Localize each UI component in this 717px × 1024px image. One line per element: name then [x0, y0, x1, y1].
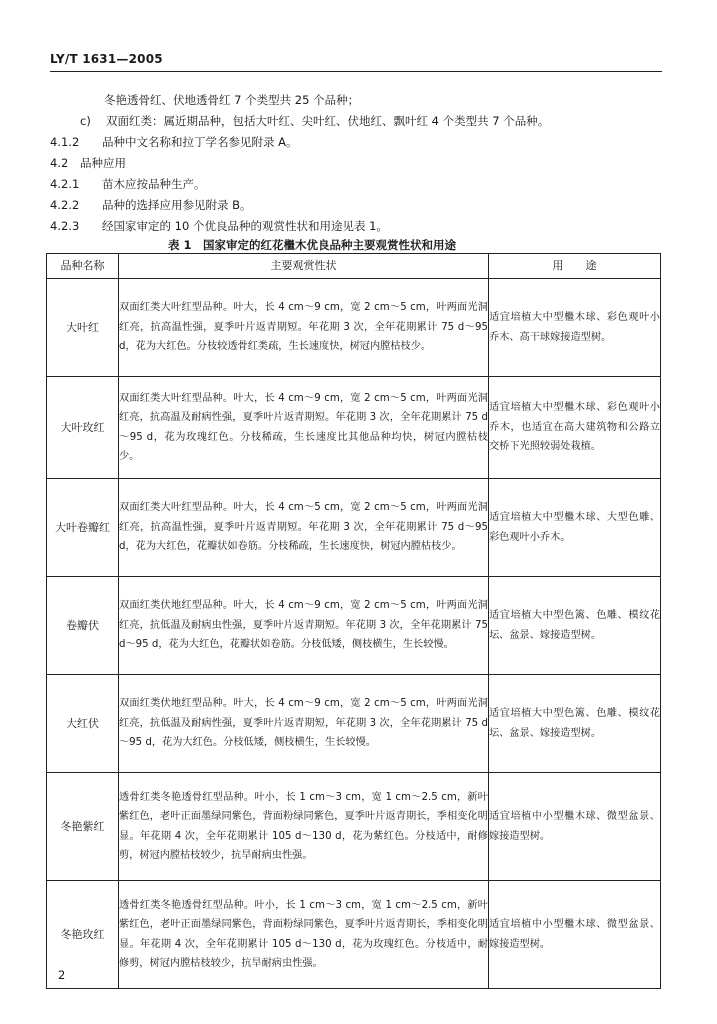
variety-traits: 双面红类大叶红型品种。叶大，长 4 cm～9 cm，宽 2 cm～5 cm，叶两面光洞红亮，抗高温性强，夏季叶片返青期短。年花期 3 次，全年花期累计 75 d～95 d，花为大红色。分枝较透骨红类疏，生长速度快，树冠内膛枯枝少。: [119, 279, 489, 377]
table-header-row: [47, 254, 661, 279]
variety-traits: 双面红类大叶红型品种。叶大，长 4 cm～5 cm，宽 2 cm～5 cm，叶两面光洞红亮，抗高温性强，夏季叶片返青期短。年花期 3 次，全年花期累计 75 d～95 d，花为大红色，花瓣状如卷筋。分枝稀疏，生长速度快，树冠内膛枯枝少。: [119, 479, 489, 577]
variety-usage: 适宜培植中小型檵木球、微型盆景、嫁接造型树。: [489, 881, 661, 989]
variety-usage: 适宜培植中小型檵木球、微型盆景、嫁接造型树。: [489, 773, 661, 881]
variety-traits: 双面红类大叶红型品种。叶大，长 4 cm～9 cm，宽 2 cm～5 cm，叶两面光洞红亮，抗高温及耐病性强，夏季叶片返青期短。年花期 3 次，全年花期累计 75 d～95 d，花为玫瑰红色。分枝稀疏，生长速度比其他品种均快，树冠内膛枯枝少。: [119, 377, 489, 479]
table-row: [47, 773, 661, 881]
variety-name: 卷瓣伏: [47, 577, 119, 675]
body-line-6: 4.2.2 品种的选择应用参见附录 B。: [50, 198, 252, 212]
standard-number: LY/T 1631—2005: [50, 52, 163, 66]
body-line-3: 4.1.2 品种中文名称和拉丁学名参见附录 A。: [50, 135, 298, 149]
variety-name: 冬艳玫红: [47, 881, 119, 989]
variety-name: 大叶红: [47, 279, 119, 377]
table-row: [47, 479, 661, 577]
variety-usage: 适宜培植大中型色篱、色雕、模纹花坛、盆景、嫁接造型树。: [489, 675, 661, 773]
header-rule: [50, 71, 662, 72]
header-usage: 用 途: [489, 254, 661, 279]
table-caption: 表 1 国家审定的红花檵木优良品种主要观赏性状和用途: [168, 238, 457, 252]
variety-traits: 透骨红类冬艳透骨红型品种。叶小，长 1 cm～3 cm，宽 1 cm～2.5 cm，新叶紫红色，老叶正面墨绿同紫色，背面粉绿同紫色，夏季叶片返青期长，季相变化明显。年花期 4 次，全年花期累计 105 d～130 d，花为紫红色。分枝适中，耐修剪，树冠内膛枯枝较少，抗旱耐病虫性强。: [119, 773, 489, 881]
table-row: [47, 577, 661, 675]
variety-name: 大红伏: [47, 675, 119, 773]
table-row: [47, 279, 661, 377]
variety-usage: 适宜培植大中型色篱、色雕、模纹花坛、盆景、嫁接造型树。: [489, 577, 661, 675]
page-number: 2: [58, 968, 66, 982]
table-row: [47, 377, 661, 479]
variety-usage: 适宜培植大中型檵木球、大型色雕、彩色观叶小乔木。: [489, 479, 661, 577]
header-main-traits: 主要观赏性状: [119, 254, 489, 279]
header-variety-name: 品种名称: [47, 254, 119, 279]
table-row: [47, 675, 661, 773]
body-line-2: c) 双面红类：属近期品种，包括大叶红、尖叶红、伏地红、飘叶红 4 个类型共 7 个品种。: [80, 114, 550, 128]
variety-usage: 适宜培植大中型檵木球、彩色观叶小乔木，也适宜在高大建筑物和公路立交桥下光照较弱处栽植。: [489, 377, 661, 479]
varieties-table: [46, 253, 661, 989]
variety-traits: 透骨红类冬艳透骨红型品种。叶小，长 1 cm～3 cm，宽 1 cm～2.5 cm，新叶紫红色，老叶正面墨绿同紫色，背面粉绿同紫色，夏季叶片返青期长，季相变化明显。年花期 4 次，全年花期累计 105 d～130 d，花为玫瑰红色。分枝适中，耐修剪，树冠内膛枯枝较少，抗旱耐病虫性强。: [119, 881, 489, 989]
body-line-5: 4.2.1 苗木应按品种生产。: [50, 177, 206, 191]
variety-name: 大叶卷瓣红: [47, 479, 119, 577]
section-heading-4-2: 4.2 品种应用: [50, 156, 126, 170]
variety-traits: 双面红类伏地红型品种。叶大，长 4 cm～9 cm，宽 2 cm～5 cm，叶两面光洞红亮，抗低温及耐病性强，夏季叶片返青期短，年花期 3 次，全年花期累计 75 d～95 d，花为大红色。分枝低矮，侧枝横生，生长较慢。: [119, 675, 489, 773]
body-line-7: 4.2.3 经国家审定的 10 个优良品种的观赏性状和用途见表 1。: [50, 219, 388, 233]
variety-usage: 适宜培植大中型檵木球、彩色观叶小乔木、高干球嫁接造型树。: [489, 279, 661, 377]
variety-name: 冬艳紫红: [47, 773, 119, 881]
variety-traits: 双面红类伏地红型品种。叶大，长 4 cm～9 cm，宽 2 cm～5 cm，叶两面光洞红亮，抗低温及耐病虫性强，夏季叶片返青期短。年花期 3 次，全年花期累计 75 d～95 d，花为大红色，花瓣状如卷筋。分枝低矮，侧枝横生，生长较慢。: [119, 577, 489, 675]
variety-name: 大叶玫红: [47, 377, 119, 479]
body-line-1: 冬艳透骨红、伏地透骨红 7 个类型共 25 个品种；: [104, 93, 360, 107]
table-row: [47, 881, 661, 989]
